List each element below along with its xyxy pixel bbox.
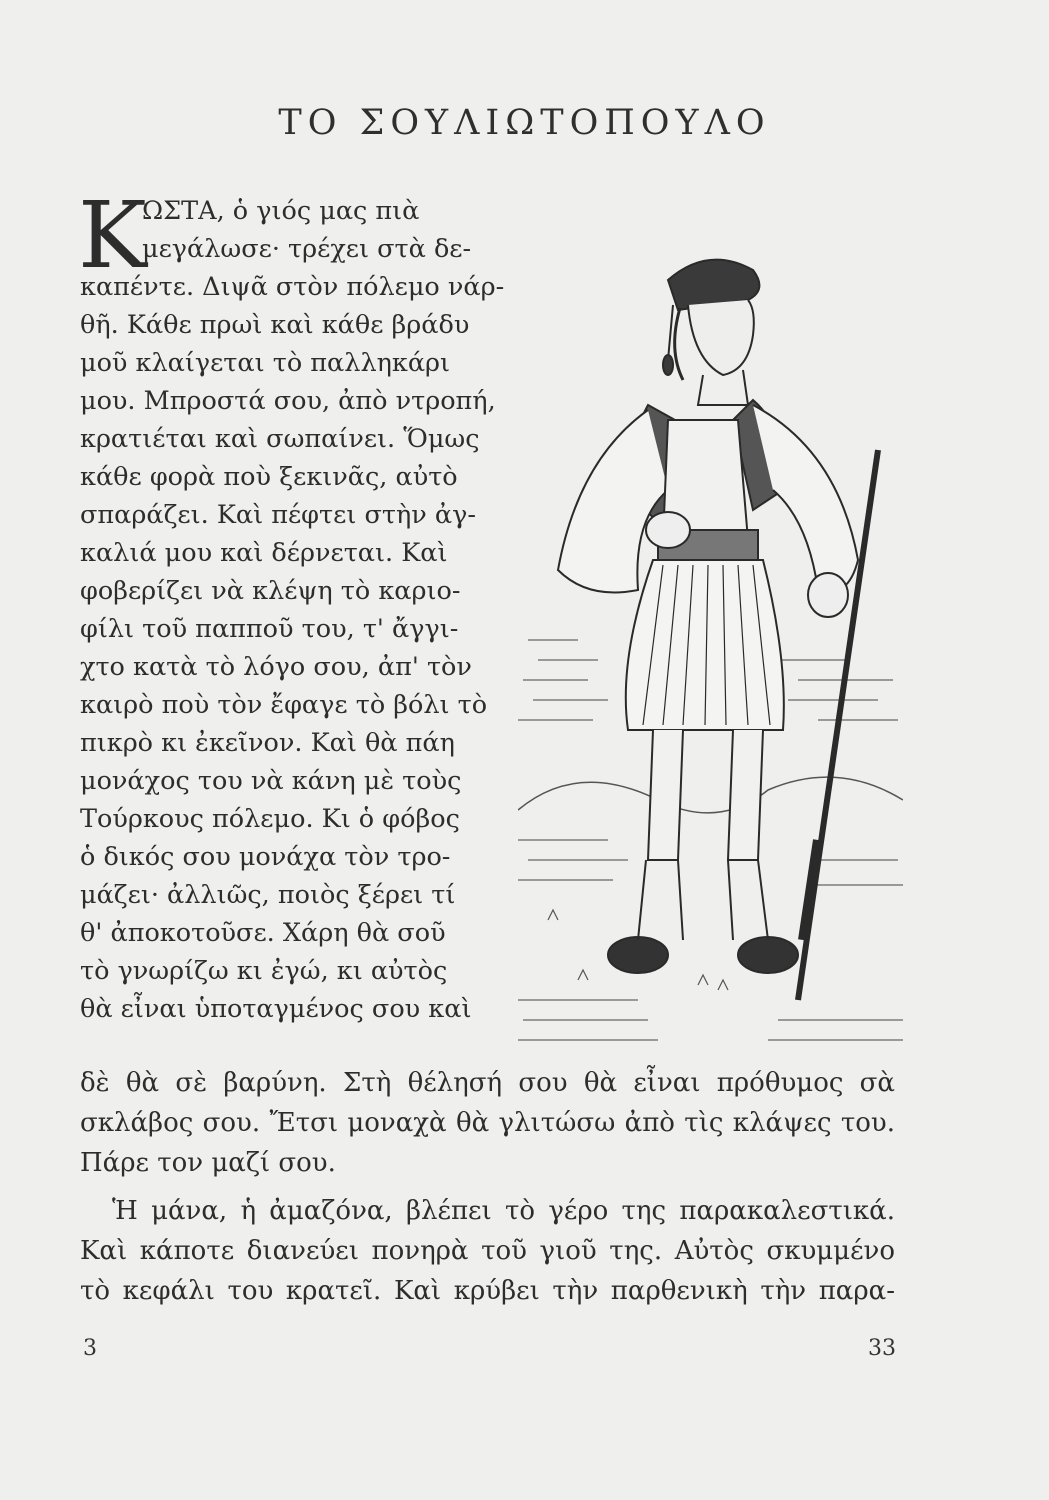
text-line: καιρὸ ποὺ τὸν ἔφαγε τὸ βόλι τὸ (80, 690, 488, 720)
text-line: σπαράζει. Καὶ πέφτει στὴν ἀγ- (80, 500, 476, 530)
text-line: Τούρκους πόλεμο. Κι ὁ φόβος (80, 804, 460, 834)
chapter-title: ΤΟ ΣΟΥΛΙΩΤΟΠΟΥΛΟ (278, 103, 771, 143)
text-line: σκλάβος σου. Ἔτσι μοναχὰ θὰ γλιτώσω ἀπὸ τὶς κλάψες του. (80, 1108, 895, 1138)
text-line: χτο κατὰ τὸ λόγο σου, ἀπ' τὸν (80, 652, 472, 682)
text-line: μου. Μπροστά σου, ἀπὸ ντροπή, (80, 386, 496, 416)
text-line: Ἡ μάνα, ἡ ἀμαζόνα, βλέπει τὸ γέρο της παρακαλεστικά. (112, 1196, 895, 1226)
text-line: δὲ θὰ σὲ βαρύνη. Στὴ θέλησή σου θὰ εἶναι πρόθυμος σὰ (80, 1068, 895, 1098)
text-line: φοβερίζει νὰ κλέψη τὸ καριο- (80, 576, 461, 606)
page-number: 33 (868, 1336, 896, 1361)
text-line: ὁ δικός σου μονάχα τὸν τρο- (80, 842, 451, 872)
text-line: μάζει· ἀλλιῶς, ποιὸς ξέρει τί (80, 880, 456, 910)
text-line: καπέντε. Διψᾶ στὸν πόλεμο νάρ- (80, 272, 505, 302)
text-line: πικρὸ κι ἐκεῖνον. Καὶ θὰ πάη (80, 728, 455, 758)
signature-mark: 3 (83, 1336, 97, 1361)
text-line: τὸ γνωρίζω κι ἐγώ, κι αὐτὸς (80, 956, 448, 986)
text-line: μονάχος του νὰ κάνη μὲ τοὺς (80, 766, 462, 796)
souliote-boy-illustration (518, 240, 903, 1060)
text-line: μοῦ κλαίγεται τὸ παλληκάρι (80, 348, 451, 378)
text-line: κάθε φορὰ ποὺ ξεκινᾶς, αὐτὸ (80, 462, 458, 492)
text-line: ΩΣΤΑ, ὁ γιός μας πιὰ (142, 196, 420, 226)
text-line: κρατιέται καὶ σωπαίνει. Ὅμως (80, 424, 480, 454)
text-line: θὰ εἶναι ὑποταγμένος σου καὶ (80, 994, 472, 1024)
text-line: Πάρε τον μαζί σου. (80, 1148, 336, 1178)
text-line: τὸ κεφάλι του κρατεῖ. Καὶ κρύβει τὴν παρθενικὴ τὴν παρα- (80, 1276, 895, 1306)
text-line: Καὶ κάποτε διανεύει πονηρὰ τοῦ γιοῦ της. Αὐτὸς σκυμμένο (80, 1236, 895, 1266)
text-line: θ' ἀποκοτοῦσε. Χάρη θὰ σοῦ (80, 918, 446, 948)
text-line: καλιά μου καὶ δέρνεται. Καὶ (80, 538, 448, 568)
text-line: φίλι τοῦ παπποῦ του, τ' ἄγγι- (80, 614, 459, 644)
text-line: θῆ. Κάθε πρωὶ καὶ κάθε βράδυ (80, 310, 470, 340)
text-line: μεγάλωσε· τρέχει στὰ δε- (142, 234, 472, 264)
drop-cap: Κ (78, 182, 147, 289)
